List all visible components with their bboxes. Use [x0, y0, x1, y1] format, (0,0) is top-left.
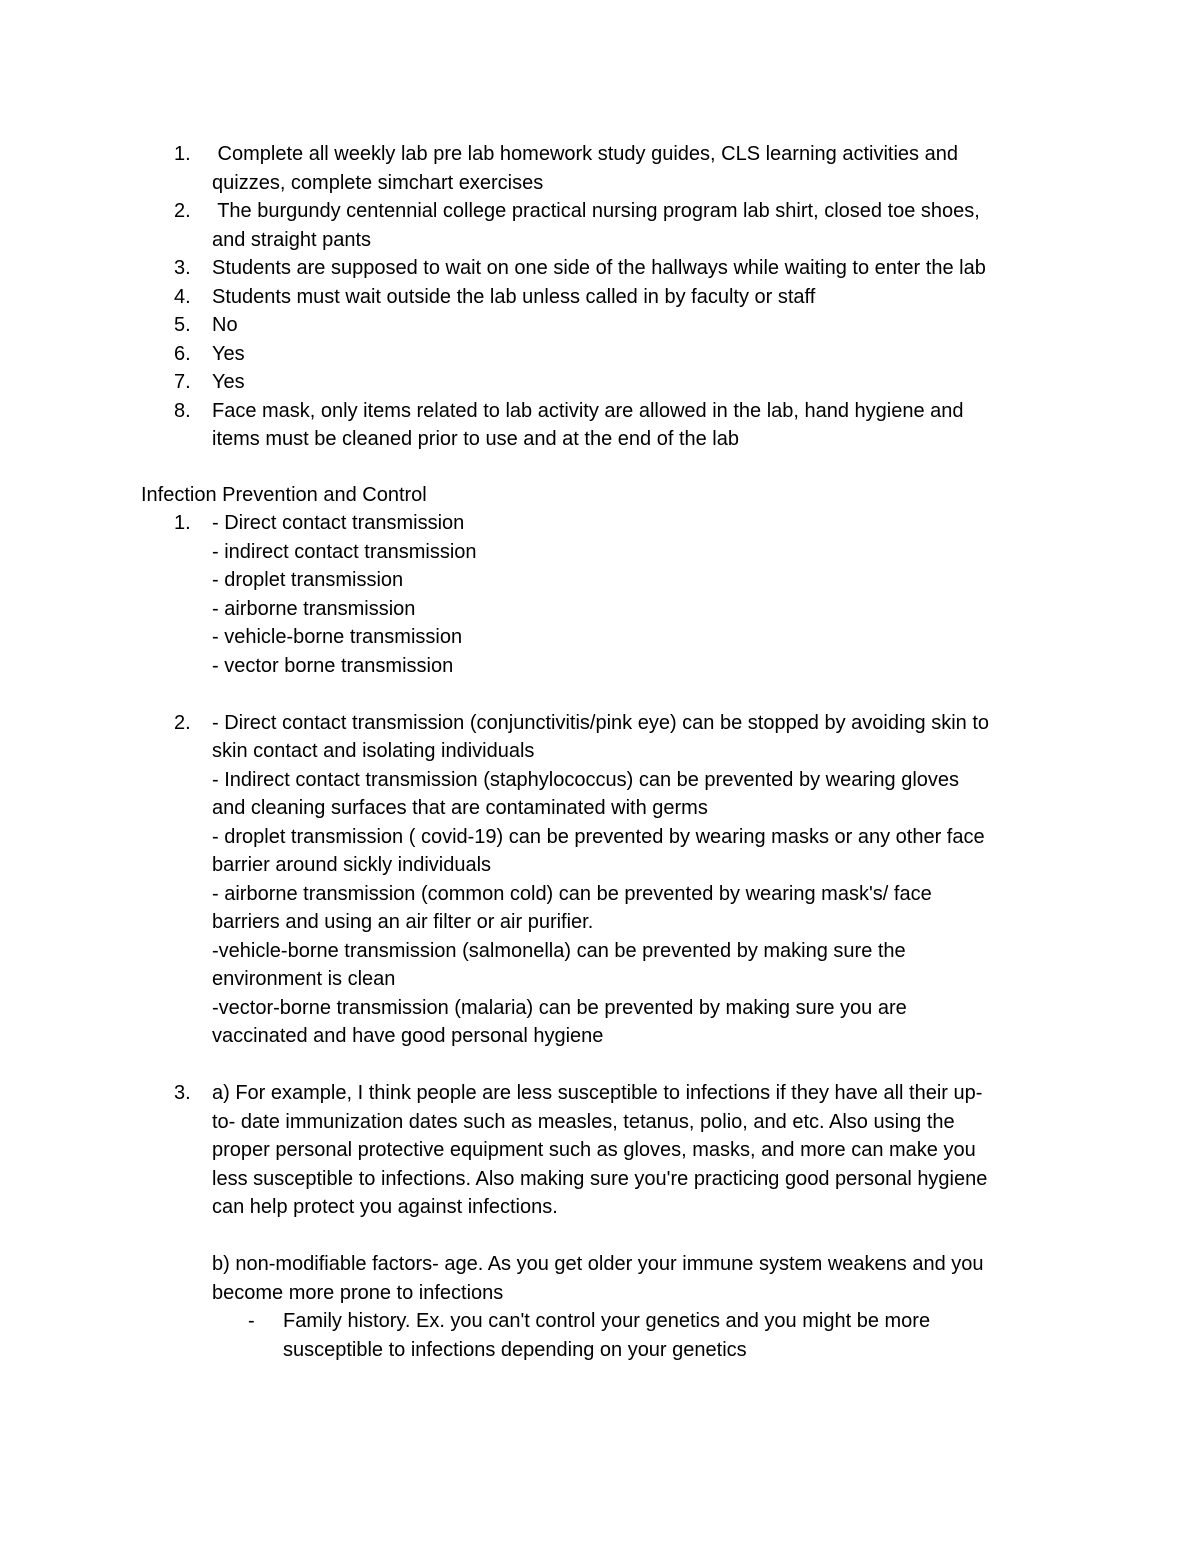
list-text: to- date immunization dates such as measles, tetanus, polio, and etc. Also using the [212, 1110, 955, 1133]
list-text: - droplet transmission [212, 569, 404, 591]
list-text: and straight pants [212, 228, 371, 251]
list-text: - indirect contact transmission [212, 540, 477, 563]
list-item [0, 140, 1200, 197]
list-text: - Direct contact transmission (conjunctivitis/pink eye) can be stopped by avoiding skin to [212, 711, 990, 734]
list-text: proper personal protective equipment such as gloves, masks, and more can make you [212, 1139, 976, 1161]
list-number: 7. [174, 371, 191, 393]
list-text: The burgundy centennial college practical nursing program lab shirt, closed toe shoes, [212, 200, 980, 222]
list-item [0, 397, 1200, 454]
list-item [0, 1079, 1200, 1364]
list-text: b) non-modifiable factors- age. As you get older your immune system weakens and you [212, 1253, 984, 1275]
list-number: 4. [174, 285, 191, 308]
list-text: Students must wait outside the lab unless called in by faculty or staff [212, 285, 816, 308]
list-text: No [212, 314, 238, 336]
list-text: Yes [212, 342, 245, 365]
list-item [0, 283, 1200, 312]
list-text: barriers and using an air filter or air purifier. [212, 911, 594, 933]
list-number: 3. [174, 257, 191, 279]
sub-bullet-item [212, 1307, 1062, 1364]
list-number: 5. [174, 314, 191, 336]
list-number: 3. [174, 1082, 191, 1104]
list-item [0, 340, 1200, 369]
list-text: Complete all weekly lab pre lab homework study guides, CLS learning activities and [212, 143, 958, 165]
list-text: can help protect you against infections. [212, 1196, 558, 1218]
list-text: -vector-borne transmission (malaria) can be prevented by making sure you are [212, 996, 907, 1019]
list-text: a) For example, I think people are less susceptible to infections if they have all their up- [212, 1082, 983, 1104]
list-text: - vector borne transmission [212, 654, 454, 677]
list-text: - Indirect contact transmission (staphylococcus) can be prevented by wearing gloves [212, 768, 960, 791]
list-text: - airborne transmission [212, 597, 416, 620]
infection-control-list [0, 509, 1200, 1364]
list-item [0, 709, 1200, 1051]
spacer [0, 680, 1200, 709]
lab-rules-list [0, 140, 1200, 454]
list-item [0, 311, 1200, 340]
list-text: Family history. Ex. you can't control your genetics and you might be more [283, 1310, 931, 1332]
spacer [212, 1222, 1062, 1251]
list-text: susceptible to infections depending on your genetics [283, 1338, 747, 1361]
list-text: Yes [212, 371, 245, 393]
list-number: 6. [174, 342, 191, 365]
list-number: 2. [174, 200, 191, 222]
list-number: 1. [174, 143, 191, 165]
list-text: Face mask, only items related to lab activity are allowed in the lab, hand hygiene and [212, 399, 964, 422]
list-item [0, 254, 1200, 283]
list-text: Students are supposed to wait on one side of the hallways while waiting to enter the lab [212, 257, 986, 279]
list-text: - droplet transmission ( covid-19) can be prevented by wearing masks or any other face [212, 825, 985, 848]
list-text: quizzes, complete simchart exercises [212, 171, 544, 194]
list-text: become more prone to infections [212, 1281, 504, 1304]
spacer [0, 1051, 1200, 1080]
list-text: barrier around sickly individuals [212, 854, 492, 876]
list-text: environment is clean [212, 968, 396, 990]
list-number: 2. [174, 711, 191, 734]
list-text: - airborne transmission (common cold) can be prevented by wearing mask's/ face [212, 882, 932, 905]
list-text: and cleaning surfaces that are contaminated with germs [212, 797, 708, 819]
list-text: -vehicle-borne transmission (salmonella) can be prevented by making sure the [212, 939, 906, 962]
list-text: less susceptible to infections. Also making sure you're practicing good personal hygiene [212, 1167, 988, 1190]
list-number: 1. [174, 512, 191, 534]
list-text: - Direct contact transmission [212, 512, 465, 534]
bullet-marker: - [248, 1310, 255, 1332]
list-item [0, 368, 1200, 397]
list-item [0, 197, 1200, 254]
section-heading: Infection Prevention and Control [141, 484, 427, 506]
list-item [0, 509, 1200, 680]
list-text: vaccinated and have good personal hygiene [212, 1025, 604, 1047]
list-text: - vehicle-borne transmission [212, 626, 463, 648]
list-number: 8. [174, 399, 191, 422]
list-text: skin contact and isolating individuals [212, 740, 535, 762]
list-text: items must be cleaned prior to use and at the end of the lab [212, 428, 739, 450]
